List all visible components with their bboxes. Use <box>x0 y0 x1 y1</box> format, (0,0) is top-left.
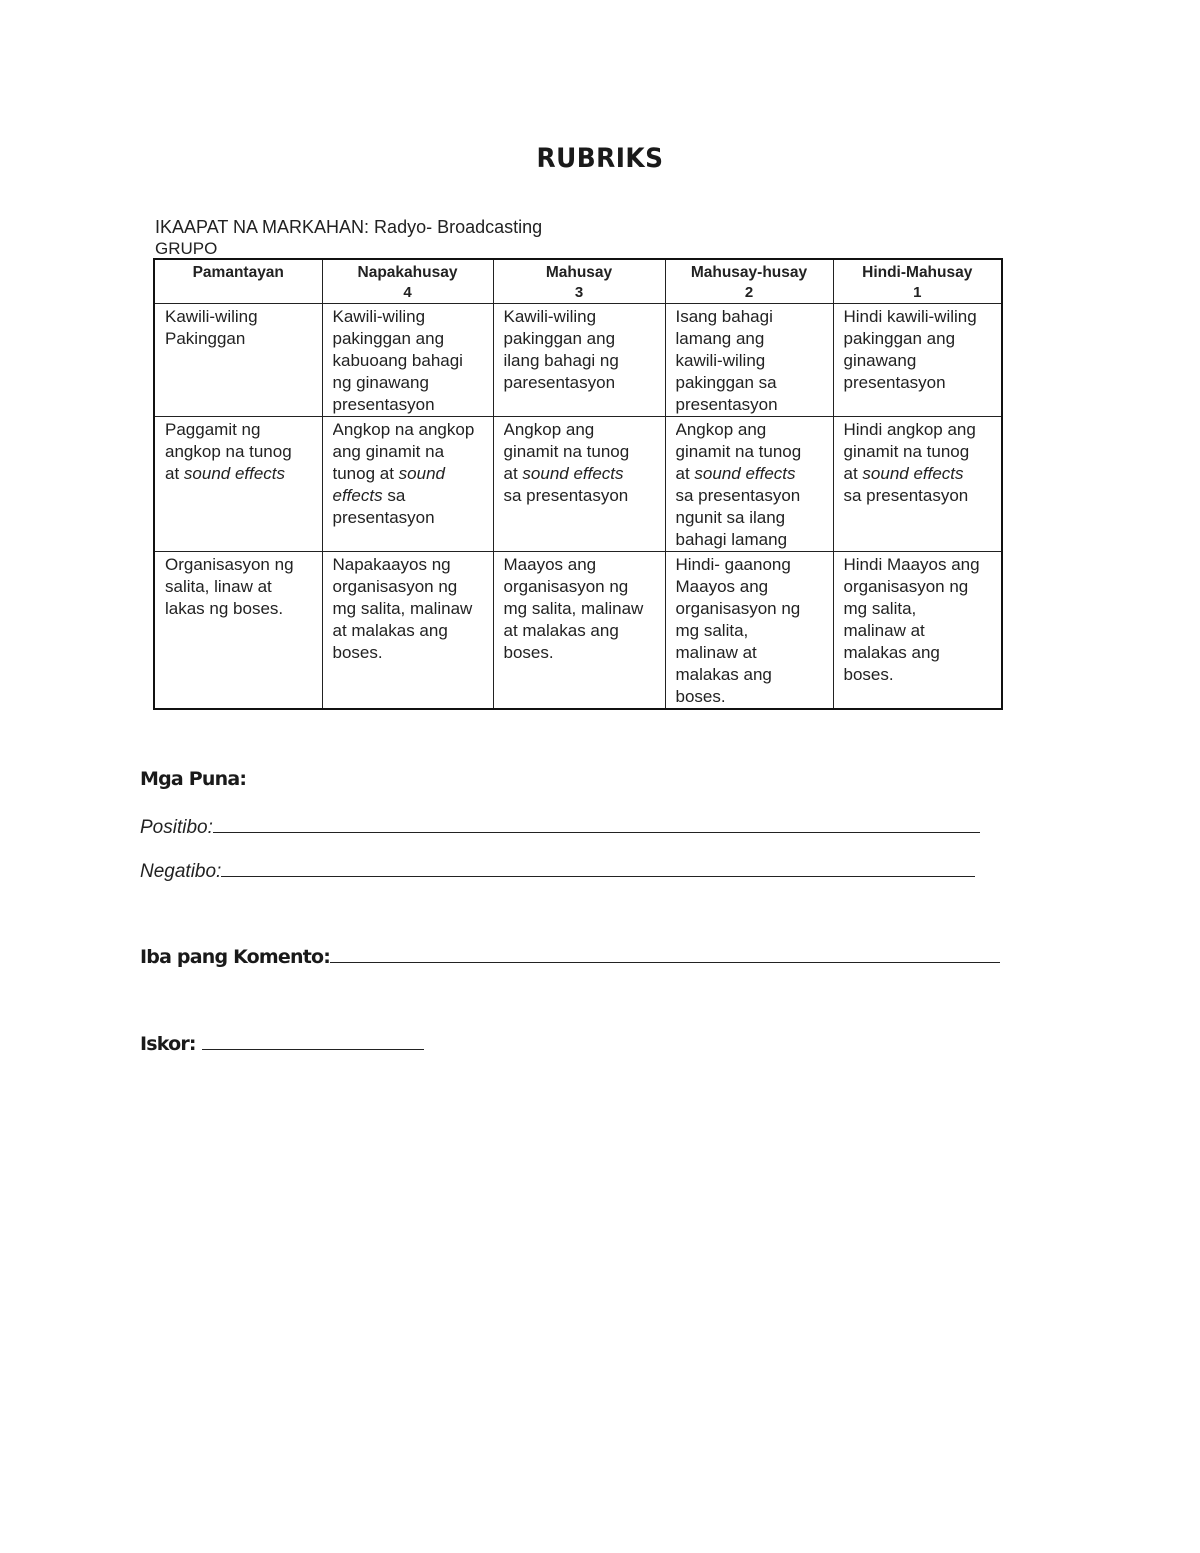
other-comment-field[interactable] <box>140 942 1000 968</box>
table-cell <box>665 417 833 552</box>
page-title: RUBRIKS <box>536 143 664 174</box>
cell-text: Isang bahagi lamang ang kawili-wiling pakinggan sa presentasyon <box>675 307 778 414</box>
positive-label: Positibo: <box>140 817 213 838</box>
criterion-cell <box>154 417 322 552</box>
table-cell <box>493 304 665 417</box>
header-level-1 <box>833 259 1002 304</box>
table-cell <box>322 417 493 552</box>
criterion-text: Paggamit ng angkop na tunog at sound effects <box>165 420 292 483</box>
header-label: Mahusay <box>545 264 613 281</box>
header-score: 1 <box>913 284 922 301</box>
other-comment-blank-line[interactable] <box>330 942 1000 963</box>
other-comment-label: Iba pang Komento: <box>140 946 331 968</box>
table-cell <box>322 304 493 417</box>
criterion-text: Kawili-wiling Pakinggan <box>165 307 258 348</box>
table-cell <box>833 417 1002 552</box>
header-label: Napakahusay <box>357 264 458 281</box>
table-row <box>154 417 1002 552</box>
header-score: 4 <box>403 284 412 301</box>
table-row <box>154 552 1002 710</box>
header-label: Mahusay-husay <box>690 264 808 281</box>
header-level-2 <box>665 259 833 304</box>
table-cell <box>665 304 833 417</box>
score-field[interactable] <box>140 1029 424 1055</box>
table-row <box>154 304 1002 417</box>
cell-text: Angkop ang ginamit na tunog at sound effects sa presentasyon ngunit sa ilang bahagi lamang <box>675 420 802 549</box>
header-level-4 <box>322 259 493 304</box>
negative-blank-line[interactable] <box>221 856 975 877</box>
header-criteria <box>154 259 322 304</box>
cell-text: Hindi angkop ang ginamit na tunog at sound effects sa presentasyon <box>843 420 976 505</box>
criterion-text: Organisasyon ng salita, linaw at lakas ng boses. <box>165 555 294 618</box>
positive-remark-field[interactable] <box>140 812 980 840</box>
quarter-subtitle: IKAAPAT NA MARKAHAN: Radyo- Broadcasting <box>155 217 543 237</box>
cell-text: Kawili-wiling pakinggan ang ilang bahagi ng paresentasyon <box>503 307 619 392</box>
header-score: 3 <box>574 284 584 301</box>
positive-blank-line[interactable] <box>213 812 980 833</box>
cell-text: Angkop na angkop ang ginamit na tunog at sound effects sa presentasyon <box>332 420 475 527</box>
negative-label: Negatibo: <box>140 861 222 882</box>
table-cell <box>322 552 493 710</box>
cell-text: Napakaayos ng organisasyon ng mg salita, malinaw at malakas ang boses. <box>332 555 473 662</box>
score-label: Iskor: <box>140 1033 202 1055</box>
cell-text: Angkop ang ginamit na tunog at sound effects sa presentasyon <box>503 420 630 505</box>
criterion-cell <box>154 552 322 710</box>
header-row <box>154 259 1002 304</box>
negative-remark-field[interactable] <box>140 856 975 884</box>
cell-text: Hindi Maayos ang organisasyon ng mg salita, malinaw at malakas ang boses. <box>843 555 980 684</box>
group-label: GRUPO <box>155 239 218 258</box>
header-label: Pamantayan <box>192 264 284 281</box>
table-cell <box>833 304 1002 417</box>
header-level-3 <box>493 259 665 304</box>
table-cell <box>833 552 1002 710</box>
table-cell <box>665 552 833 710</box>
rubric-table <box>153 258 1003 710</box>
table-cell <box>493 552 665 710</box>
cell-text: Hindi kawili-wiling pakinggan ang ginawang presentasyon <box>843 307 977 392</box>
cell-text: Hindi- gaanong Maayos ang organisasyon ng mg salita, malinaw at malakas ang boses. <box>675 555 801 706</box>
cell-text: Maayos ang organisasyon ng mg salita, malinaw at malakas ang boses. <box>503 555 644 662</box>
cell-text: Kawili-wiling pakinggan ang kabuoang bahagi ng ginawang presentasyon <box>332 307 463 414</box>
remarks-heading: Mga Puna: <box>140 768 247 790</box>
criterion-cell <box>154 304 322 417</box>
header-label: Hindi-Mahusay <box>862 264 973 281</box>
table-cell <box>493 417 665 552</box>
score-blank-line[interactable] <box>202 1029 424 1050</box>
header-score: 2 <box>744 284 754 301</box>
